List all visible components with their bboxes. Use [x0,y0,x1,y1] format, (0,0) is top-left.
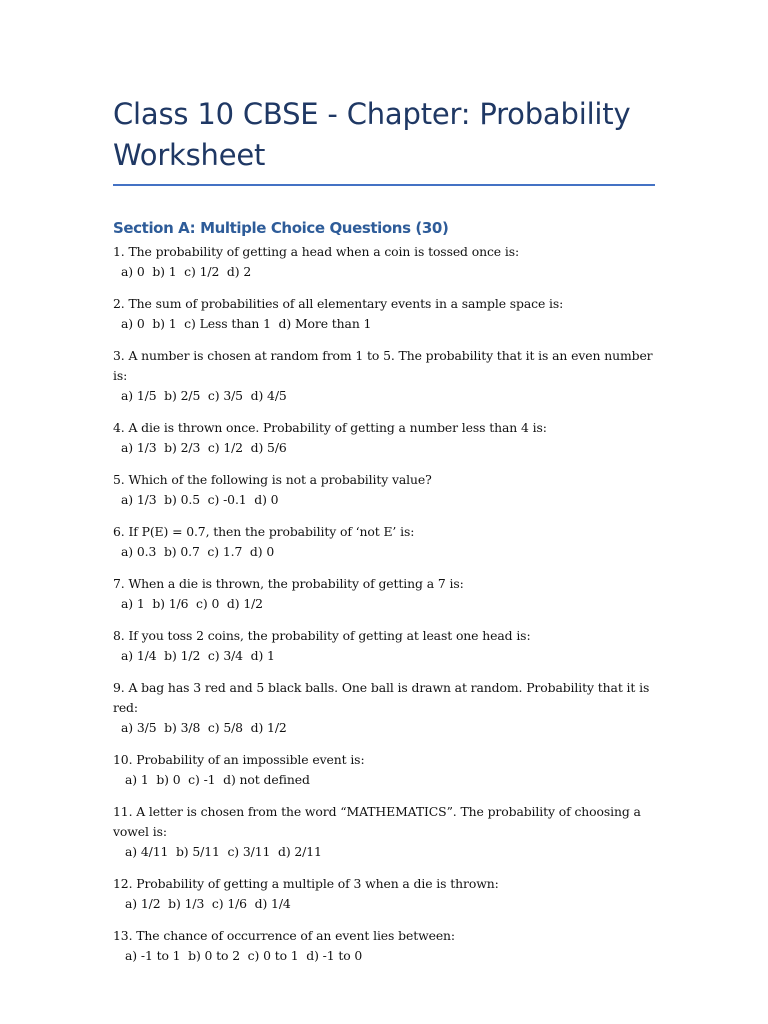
question-item [113,522,658,562]
question-options: a) -1 to 1 b) 0 to 2 c) 0 to 1 d) -1 to 0 [125,948,363,963]
question-text: 7. When a die is thrown, the probability of getting a 7 is: [113,576,464,591]
question-item [113,678,658,738]
question-item [113,242,658,282]
question-options: a) 1/4 b) 1/2 c) 3/4 d) 1 [121,648,275,663]
question-list [113,242,658,966]
question-item [113,874,658,914]
question-text: 11. A letter is chosen from the word “MATHEMATICS”. The probability of choosing a vowel is: [113,804,641,839]
question-options: a) 1/2 b) 1/3 c) 1/6 d) 1/4 [125,896,291,911]
question-text: 9. A bag has 3 red and 5 black balls. One ball is drawn at random. Probability that it is red: [113,680,650,715]
question-text: 13. The chance of occurrence of an event lies between: [113,928,456,943]
question-item [113,802,658,862]
question-item [113,346,658,406]
question-options: a) 1 b) 1/6 c) 0 d) 1/2 [121,596,263,611]
question-options: a) 1/3 b) 0.5 c) -0.1 d) 0 [121,492,279,507]
question-item [113,574,658,614]
page-title: Class 10 CBSE - Chapter: Probability Worksheet [113,97,631,172]
worksheet-page [113,0,658,978]
question-options: a) 3/5 b) 3/8 c) 5/8 d) 1/2 [121,720,287,735]
question-options: a) 0 b) 1 c) 1/2 d) 2 [121,264,252,279]
question-item [113,626,658,666]
question-options: a) 1/5 b) 2/5 c) 3/5 d) 4/5 [121,388,287,403]
question-item [113,750,658,790]
question-text: 12. Probability of getting a multiple of 3 when a die is thrown: [113,876,499,891]
question-options: a) 1 b) 0 c) -1 d) not defined [125,772,310,787]
question-text: 10. Probability of an impossible event is: [113,752,365,767]
question-text: 2. The sum of probabilities of all elementary events in a sample space is: [113,296,564,311]
question-text: 3. A number is chosen at random from 1 to 5. The probability that it is an even number is: [113,348,653,383]
question-text: 6. If P(E) = 0.7, then the probability of ‘not E’ is: [113,524,415,539]
question-item [113,926,658,966]
section-heading: Section A: Multiple Choice Questions (30) [113,219,449,237]
question-item [113,418,658,458]
question-options: a) 1/3 b) 2/3 c) 1/2 d) 5/6 [121,440,287,455]
question-item [113,470,658,510]
question-text: 8. If you toss 2 coins, the probability of getting at least one head is: [113,628,531,643]
question-options: a) 4/11 b) 5/11 c) 3/11 d) 2/11 [125,844,322,859]
question-text: 4. A die is thrown once. Probability of getting a number less than 4 is: [113,420,547,435]
question-options: a) 0.3 b) 0.7 c) 1.7 d) 0 [121,544,275,559]
title-divider [113,184,655,186]
question-text: 1. The probability of getting a head when a coin is tossed once is: [113,244,520,259]
question-item [113,294,658,334]
question-text: 5. Which of the following is not a probability value? [113,472,432,487]
question-options: a) 0 b) 1 c) Less than 1 d) More than 1 [121,316,372,331]
